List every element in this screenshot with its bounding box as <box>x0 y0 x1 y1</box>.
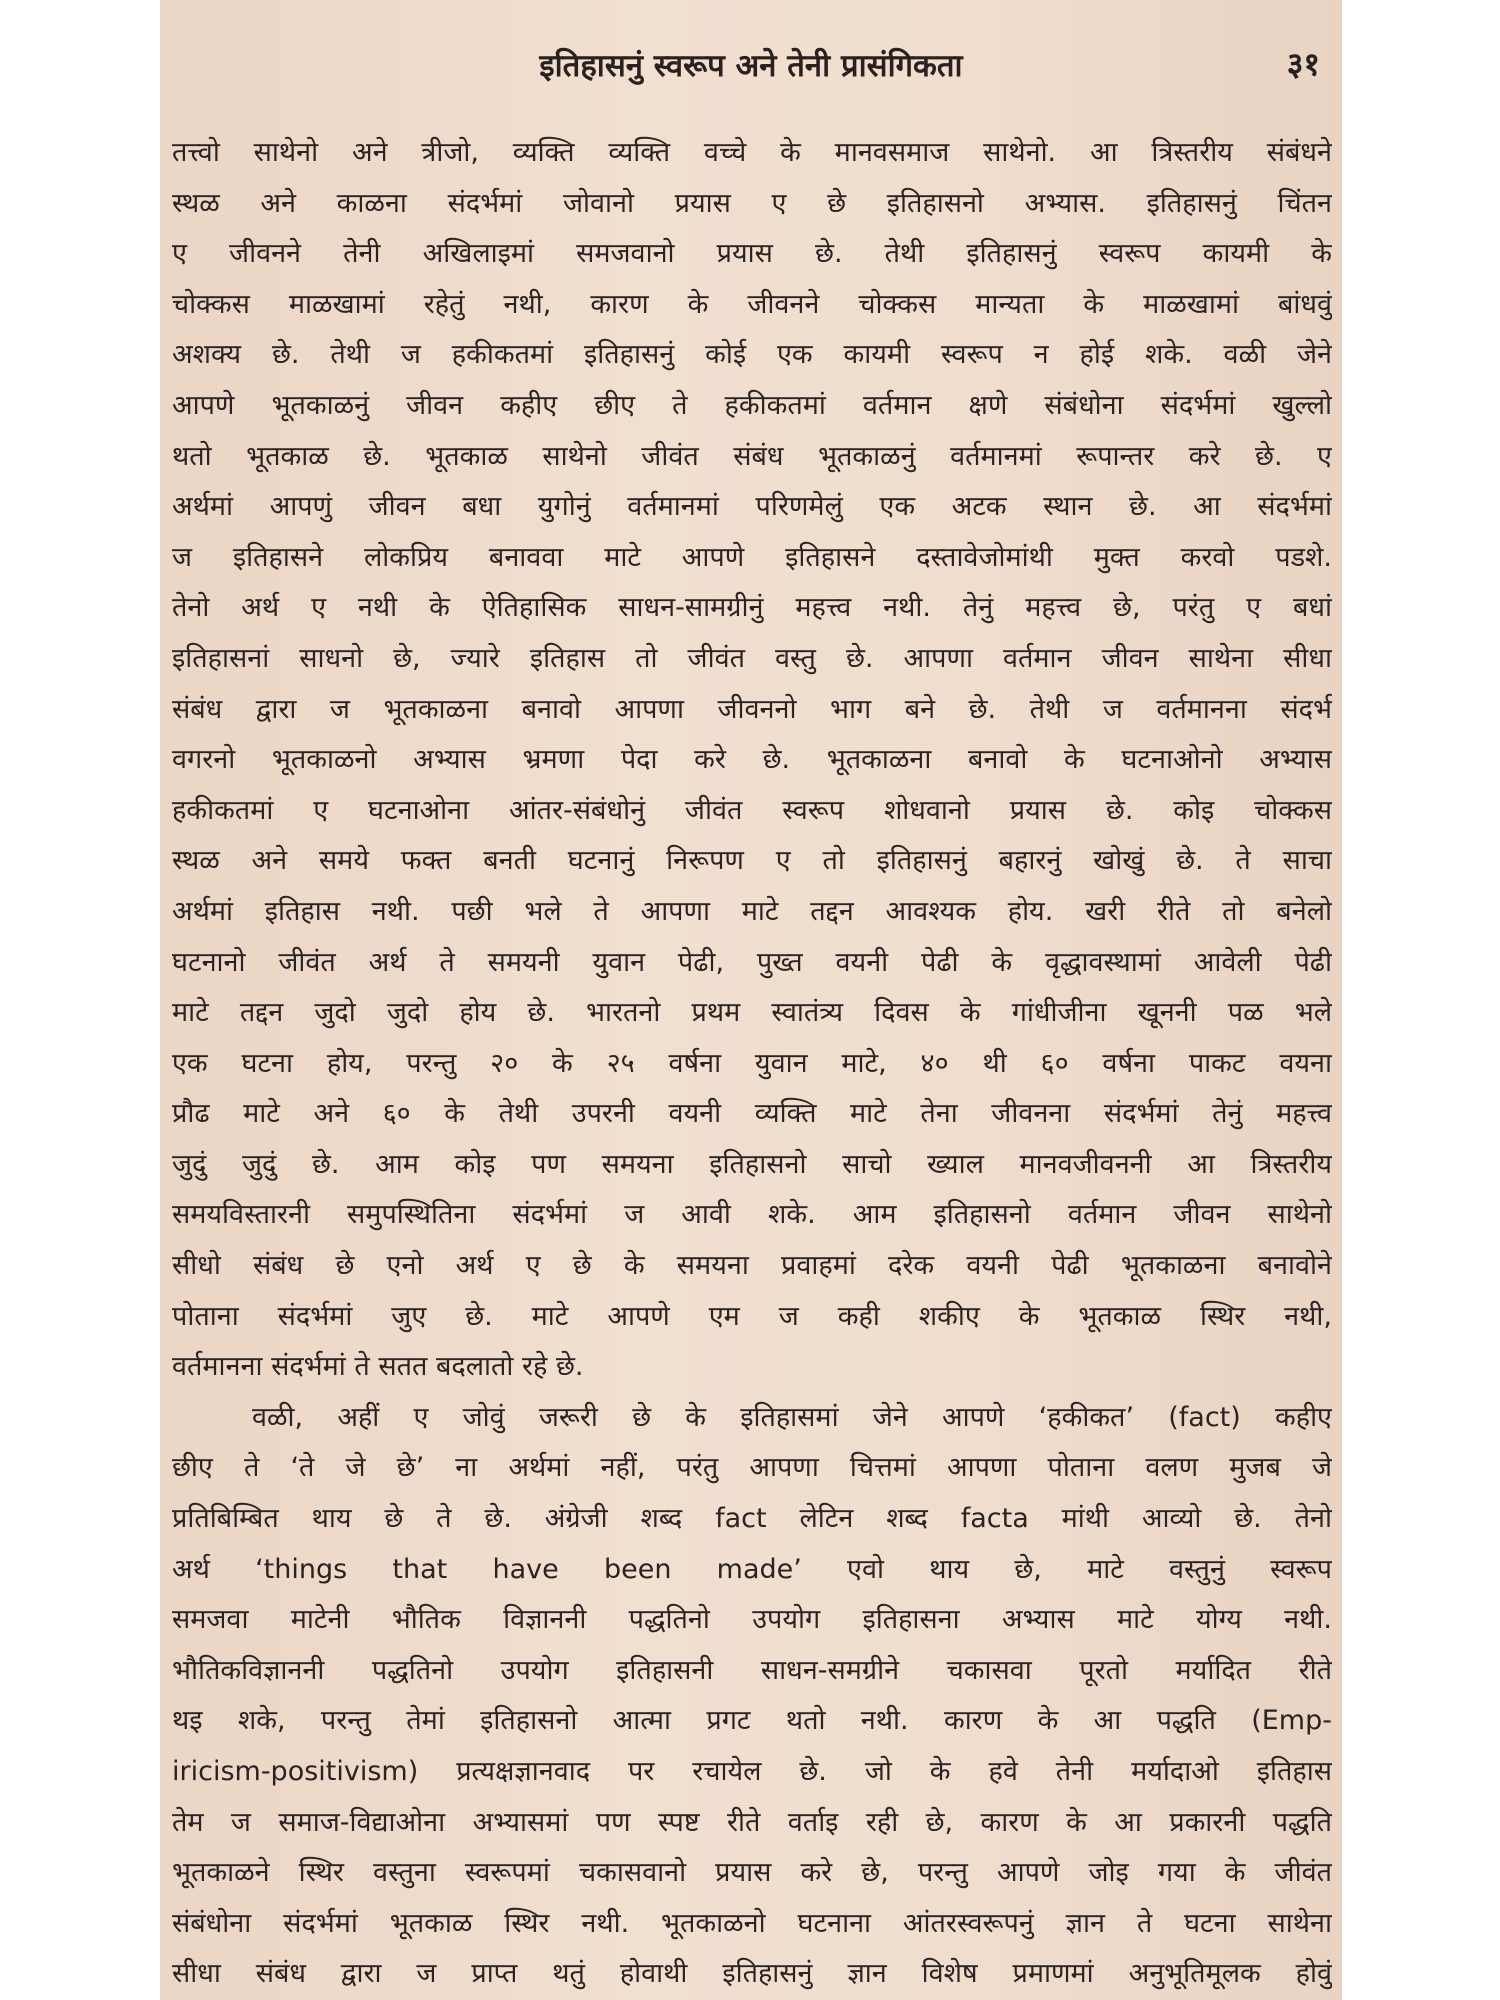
text-line: समयविस्तारनी समुपस्थितिना संदर्भमां ज आवी शके. आम इतिहासनो वर्तमान जीवन साथेनो <box>172 1199 1332 1231</box>
text-line: चोक्कस माळखामां रहेतुं नथी, कारण के जीवनने चोक्कस मान्यता के माळखामां बांधवुं <box>172 288 1332 320</box>
text-line: अर्थमां आपणुं जीवन बधा युगोनुं वर्तमानमां परिणमेलुं एक अटक स्थान छे. आ संदर्भमां <box>172 491 1332 523</box>
text-line: थइ शके, परन्तु तेमां इतिहासनो आत्मा प्रगट थतो नथी. कारण के आ पद्धति (Emp- <box>172 1705 1332 1737</box>
text-line: ए जीवनने तेनी अखिलाइमां समजवानो प्रयास छे. तेथी इतिहासनुं स्वरूप कायमी के <box>172 238 1332 270</box>
text-line: संबंध द्वारा ज भूतकाळना बनावो आपणा जीवननो भाग बने छे. तेथी ज वर्तमानना संदर्भ <box>172 693 1332 725</box>
running-header <box>160 38 1342 88</box>
text-line: अर्थमां इतिहास नथी. पछी भले ते आपणा माटे तद्दन आवश्यक होय. खरी रीते तो बनेलो <box>172 895 1332 927</box>
chapter-title: इतिहासनुं स्वरूप अने तेनी प्रासंगिकता <box>539 48 963 84</box>
text-line: ज इतिहासने लोकप्रिय बनाववा माटे आपणे इतिहासने दस्तावेजोमांथी मुक्त करवो पडशे. <box>172 541 1332 573</box>
text-line: प्रतिबिम्बित थाय छे ते छे. अंग्रेजी शब्द fact लेटिन शब्द facta मांथी आव्यो छे. तेनो <box>172 1503 1332 1535</box>
text-line: तेनो अर्थ ए नथी के ऐतिहासिक साधन-सामग्रीनुं महत्त्व नथी. तेनुं महत्त्व छे, परंतु ए बधां <box>172 592 1332 624</box>
text-line: एक घटना होय, परन्तु २० के २५ वर्षना युवान माटे, ४० थी ६० वर्षना पाकट वयना <box>172 1047 1332 1079</box>
text-line: iricism-positivism) प्रत्यक्षज्ञानवाद पर रचायेल छे. जो के हवे तेनी मर्यादाओ इतिहास <box>172 1756 1332 1787</box>
text-line: वर्तमानना संदर्भमां ते सतत बदलातो रहे छे. <box>172 1351 584 1383</box>
text-line: तेम ज समाज-विद्याओना अभ्यासमां पण स्पष्ट रीते वर्ताइ रही छे, कारण के आ प्रकारनी पद्धति <box>172 1806 1332 1838</box>
book-page <box>160 0 1342 2000</box>
text-line: समजवा माटेनी भौतिक विज्ञाननी पद्धतिनो उपयोग इतिहासना अभ्यास माटे योग्य नथी. <box>172 1604 1332 1636</box>
paragraph <box>172 1393 1332 2000</box>
text-line: संबंधोना संदर्भमां भूतकाळ स्थिर नथी. भूतकाळनो घटनाना आंतरस्वरूपनुं ज्ञान ते घटना साथेना <box>172 1907 1332 1939</box>
text-line: सीधा संबंध द्वारा ज प्राप्त थतुं होवाथी इतिहासनुं ज्ञान विशेष प्रमाणमां अनुभूतिमूलक होवुं <box>172 1958 1332 1990</box>
text-line: माटे तद्दन जुदो जुदो होय छे. भारतनो प्रथम स्वातंत्र्य दिवस के गांधीजीना खूननी पळ भले <box>172 997 1332 1029</box>
text-line: भूतकाळने स्थिर वस्तुना स्वरूपमां चकासवानो प्रयास करे छे, परन्तु आपणे जोइ गया के जीवंत <box>172 1857 1332 1889</box>
text-line: जुदुं जुदुं छे. आम कोइ पण समयना इतिहासनो साचो ख्याल मानवजीवननी आ त्रिस्तरीय <box>172 1148 1332 1180</box>
text-line: अशक्य छे. तेथी ज हकीकतमां इतिहासनुं कोई एक कायमी स्वरूप न होई शके. वळी जेने <box>172 339 1332 371</box>
text-line: पोताना संदर्भमां जुए छे. माटे आपणे एम ज कही शकीए के भूतकाळ स्थिर नथी, <box>172 1300 1332 1332</box>
text-line: सीधो संबंध छे एनो अर्थ ए छे के समयना प्रवाहमां दरेक वयनी पेढी भूतकाळना बनावोने <box>172 1250 1332 1282</box>
text-line: छीए ते ‘ते जे छे’ ना अर्थमां नहीं, परंतु आपणा चित्तमां आपणा पोताना वलण मुजब जे <box>172 1452 1332 1484</box>
text-line: स्थळ अने काळना संदर्भमां जोवानो प्रयास ए छे इतिहासनो अभ्यास. इतिहासनुं चिंतन <box>172 187 1332 219</box>
paragraph <box>172 128 1332 1393</box>
text-line: वळी, अहीं ए जोवुं जरूरी छे के इतिहासमां जेने आपणे ‘हकीकत’ (fact) कहीए <box>252 1401 1332 1433</box>
body-text <box>172 128 1332 2000</box>
text-line: आपणे भूतकाळनुं जीवन कहीए छीए ते हकीकतमां वर्तमान क्षणे संबंधोना संदर्भमां खुल्लो <box>172 389 1332 421</box>
text-line: तत्त्वो साथेनो अने त्रीजो, व्यक्ति व्यक्ति वच्चे के मानवसमाज साथेनो. आ त्रिस्तरीय संबंधने <box>172 137 1332 168</box>
text-line: अर्थ ‘things that have been made’ एवो थाय छे, माटे वस्तुनुं स्वरूप <box>172 1553 1332 1585</box>
text-line: प्रौढ माटे अने ६० के तेथी उपरनी वयनी व्यक्ति माटे तेना जीवनना संदर्भमां तेनुं महत्त्व <box>172 1098 1332 1130</box>
text-line: घटनानो जीवंत अर्थ ते समयनी युवान पेढी, पुख्त वयनी पेढी के वृद्धावस्थामां आवेली पेढी <box>172 946 1332 978</box>
text-line: इतिहासनां साधनो छे, ज्यारे इतिहास तो जीवंत वस्तु छे. आपणा वर्तमान जीवन साथेना सीधा <box>172 642 1332 674</box>
page-number: ३१ <box>1286 45 1320 83</box>
text-line: हकीकतमां ए घटनाओना आंतर-संबंधोनुं जीवंत स्वरूप शोधवानो प्रयास छे. कोइ चोक्कस <box>172 794 1332 826</box>
text-line: स्थळ अने समये फक्त बनती घटनानुं निरूपण ए तो इतिहासनुं बहारनुं खोखुं छे. ते साचा <box>172 845 1332 877</box>
text-line: थतो भूतकाळ छे. भूतकाळ साथेनो जीवंत संबंध भूतकाळनुं वर्तमानमां रूपान्तर करे छे. ए <box>172 440 1332 472</box>
text-line: वगरनो भूतकाळनो अभ्यास भ्रमणा पेदा करे छे. भूतकाळना बनावो के घटनाओनो अभ्यास <box>172 744 1332 776</box>
text-line: भौतिकविज्ञाननी पद्धतिनो उपयोग इतिहासनी साधन-समग्रीने चकासवा पूरतो मर्यादित रीते <box>172 1654 1332 1686</box>
